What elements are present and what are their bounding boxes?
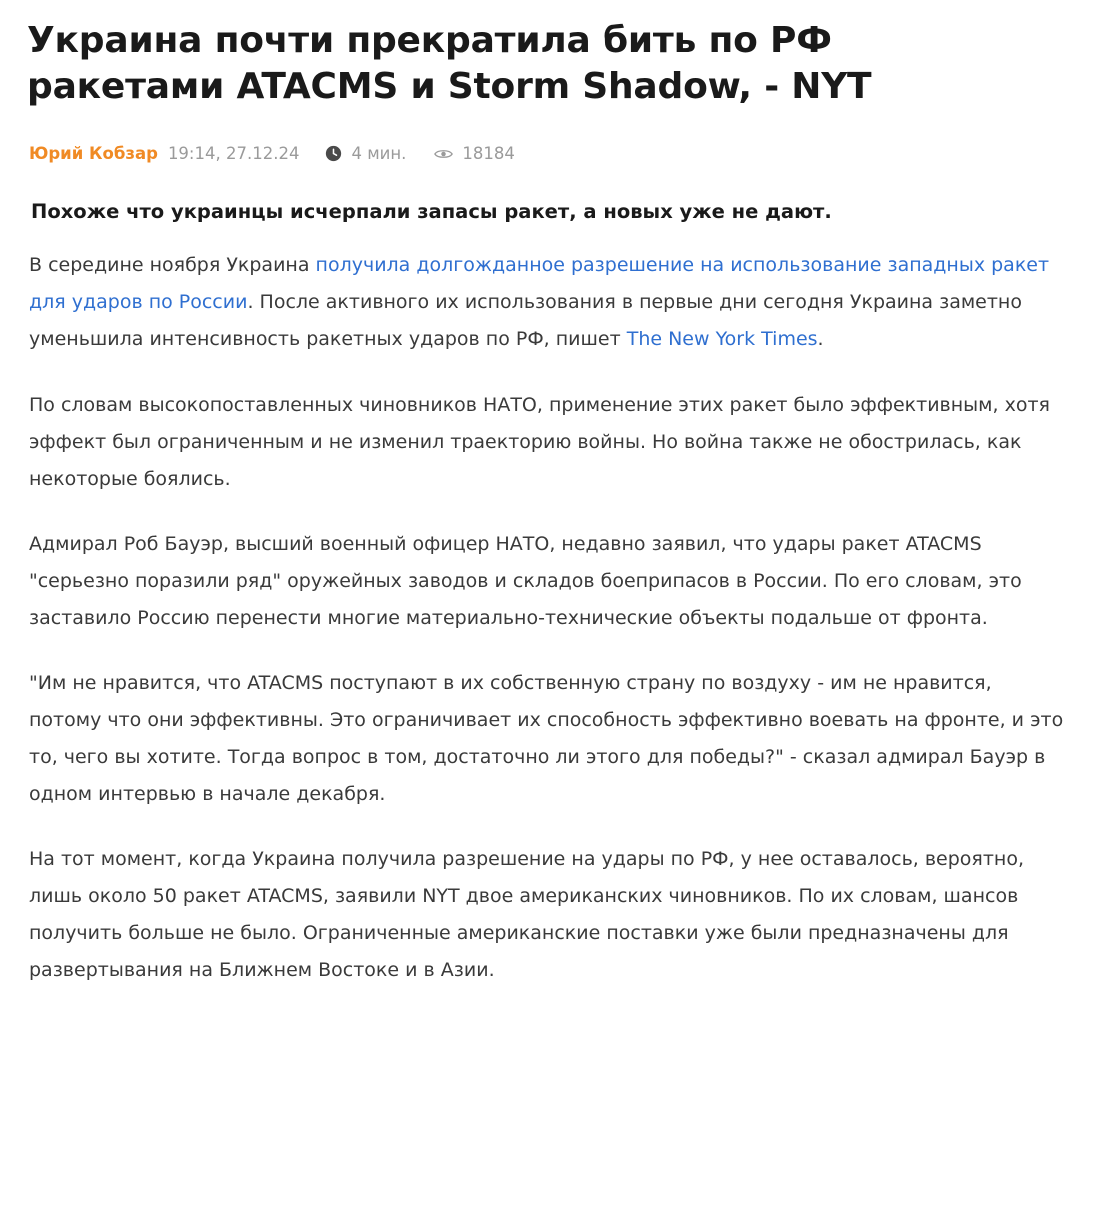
page-title: Украина почти прекратила бить по РФ ракетами ATACMS и Storm Shadow, - NYT (27, 20, 872, 108)
text-run: . Но война также не обострилась, как некоторые боялись. (29, 430, 1022, 490)
highlighted-text: хотя эффект был ограниченным и не изменил траекторию войны (29, 393, 1050, 453)
article-page (27, 0, 1067, 1029)
read-time-label: 4 мин. (351, 144, 407, 164)
view-count-label: 18184 (462, 144, 515, 164)
text-run: . (817, 328, 824, 351)
author-name[interactable]: Юрий Кобзар (29, 144, 158, 164)
inline-link-nyt[interactable]: The New York Times (626, 328, 818, 351)
paragraph-1 (29, 247, 1067, 358)
eye-icon (434, 147, 453, 161)
paragraph-5: На тот момент, когда Украина получила разрешение на удары по РФ, у нее оставалось, вероятно, лишь около 50 ракет ATACMS, заявили NYT двое американских чиновников. По их словам, шансов получить больше не было. Ограниченные американские поставки уже были предназначены для развертывания на Ближнем Востоке и в Азии. (29, 847, 1025, 982)
paragraph-2 (29, 387, 1067, 498)
paragraph-4: "Им не нравится, что ATACMS поступают в их собственную страну по воздуху - им не нравится, потому что они эффективны. Это ограничивает их способность эффективно воевать на фронте, и это то, чего вы хотите. Тогда вопрос в том, достаточно ли этого для победы?" - сказал адмирал Бауэр в одном интервью в начале декабря. (29, 671, 1064, 805)
clock-icon (325, 145, 342, 162)
article-meta (29, 144, 1067, 163)
publish-date: 19:14, 27.12.24 (167, 144, 300, 164)
read-time (325, 144, 406, 163)
lead-wrapper (29, 197, 1067, 227)
text-run: По словам высокопоставленных чиновников НАТО, применение этих ракет было эффективным, (29, 393, 1005, 416)
paragraph-3: Адмирал Роб Бауэр, высший военный офицер НАТО, недавно заявил, что удары ракет ATACMS "серьезно поразили ряд" оружейных заводов и складов боеприпасов в России. По его словам, это заставило Россию перенести многие материально-технические объекты подальше от фронта. (29, 532, 1022, 629)
inline-link-permission[interactable]: получила долгожданное разрешение на использование западных ракет для ударов по России (29, 254, 1050, 314)
text-run: . После активного их использования в первые дни сегодня Украина заметно уменьшила интенсивность ракетных ударов по РФ, пишет (29, 291, 1022, 351)
article-lead: Похоже что украинцы исчерпали запасы ракет, а новых уже не дают. (31, 200, 832, 224)
text-run: В середине ноября Украина (29, 254, 316, 277)
view-count (434, 144, 515, 163)
